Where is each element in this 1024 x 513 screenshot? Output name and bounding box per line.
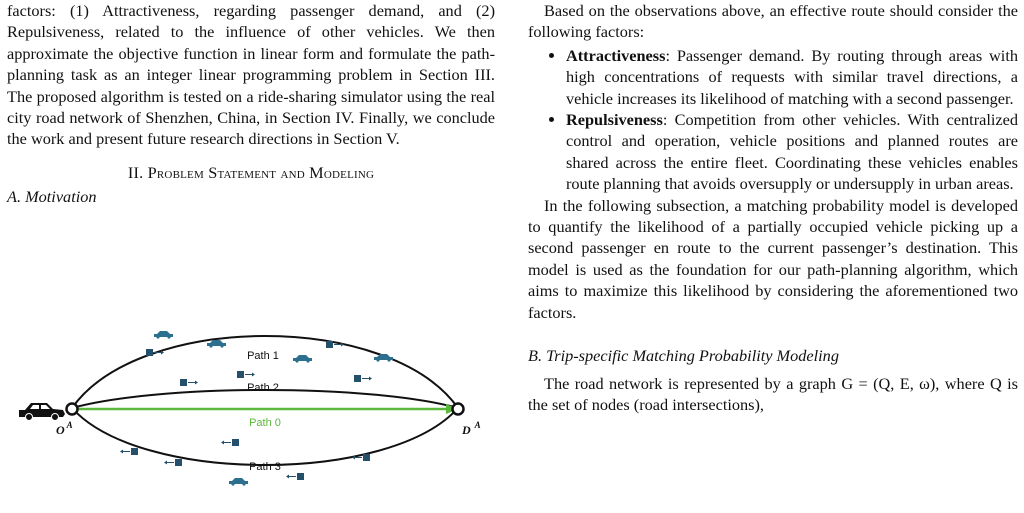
matching-model-paragraph: In the following subsection, a matching probability model is developed to quantify the likelihood of a partially occupied vehicle picking up a second passenger en route to the current passenger’s destination. This model is used as the foundation for our path-planning algorithm, which aims to maximize this likelihood by considering the aforementioned two factors. xyxy=(528,195,1018,322)
path-3-label: Path 3 xyxy=(249,461,281,473)
repulsiveness-text: : Competition from other vehicles. With centralized control and operation, vehicle positions and planned routes are shared across the entire fleet. Coordinating these vehicles enables route planning that avoids oversupply or undersupply in urban areas. xyxy=(566,110,1018,194)
right-column xyxy=(528,0,1018,415)
intro-paragraph: factors: (1) Attractiveness, regarding passenger demand, and (2) Repulsiveness, related to the influence of other vehicles. We then approximate the objective function in linear form and formulate the path-planning task as an integer linear programming problem in Section III. The proposed algorithm is tested on a ride-sharing simulator using the real city road network of Shenzhen, China, in Section IV. Finally, we conclude the work and present future research directions in Section V. xyxy=(7,1,495,149)
request-arrow-icon xyxy=(120,448,138,455)
subsection-heading-matching: B. Trip-specific Matching Probability Modeling xyxy=(528,346,839,366)
path-2-label: Path 2 xyxy=(247,382,279,394)
path-1-label: Path 1 xyxy=(247,350,279,362)
attractiveness-text: : Passenger demand. By routing through areas with high concentrations of requests with similar travel directions, a vehicle increases its likelihood of matching with a second passenger. xyxy=(566,45,1018,108)
list-item-repulsiveness xyxy=(566,109,1018,195)
graph-definition-paragraph: The road network is represented by a graph G = (Q, E, ω), where Q is the set of nodes (road intersections), xyxy=(528,373,1018,414)
vehicle-icon xyxy=(229,478,248,486)
route-diagram xyxy=(0,292,520,513)
list-item-attractiveness xyxy=(566,45,1018,109)
taxi-icon xyxy=(19,403,65,421)
request-arrow-icon xyxy=(164,459,182,466)
factors-list xyxy=(528,45,1018,195)
destination-label: D $^A$ xyxy=(462,420,481,437)
destination-node xyxy=(453,404,464,415)
route-diagram-svg xyxy=(0,292,520,513)
term-attractiveness: Attractiveness xyxy=(566,45,666,65)
origin-label: O $^A$ xyxy=(56,420,73,437)
section-heading: II. Problem Statement and Modeling xyxy=(127,162,375,182)
path-0-label: Path 0 xyxy=(249,417,281,429)
vehicle-icon xyxy=(374,354,393,362)
request-arrow-icon xyxy=(354,375,372,382)
term-repulsiveness: Repulsiveness xyxy=(566,110,663,130)
request-arrow-icon xyxy=(221,439,239,446)
vehicle-icon xyxy=(154,331,173,339)
left-column xyxy=(7,0,495,208)
vehicle-icon xyxy=(293,355,312,363)
request-arrow-icon xyxy=(180,379,198,386)
request-arrow-icon xyxy=(286,473,304,480)
subsection-heading-motivation: A. Motivation xyxy=(7,187,97,207)
request-arrow-icon xyxy=(237,371,255,378)
origin-node xyxy=(67,404,78,415)
vehicle-icon xyxy=(207,340,226,348)
factors-intro: Based on the observations above, an effective route should consider the following factors: xyxy=(528,1,1018,42)
